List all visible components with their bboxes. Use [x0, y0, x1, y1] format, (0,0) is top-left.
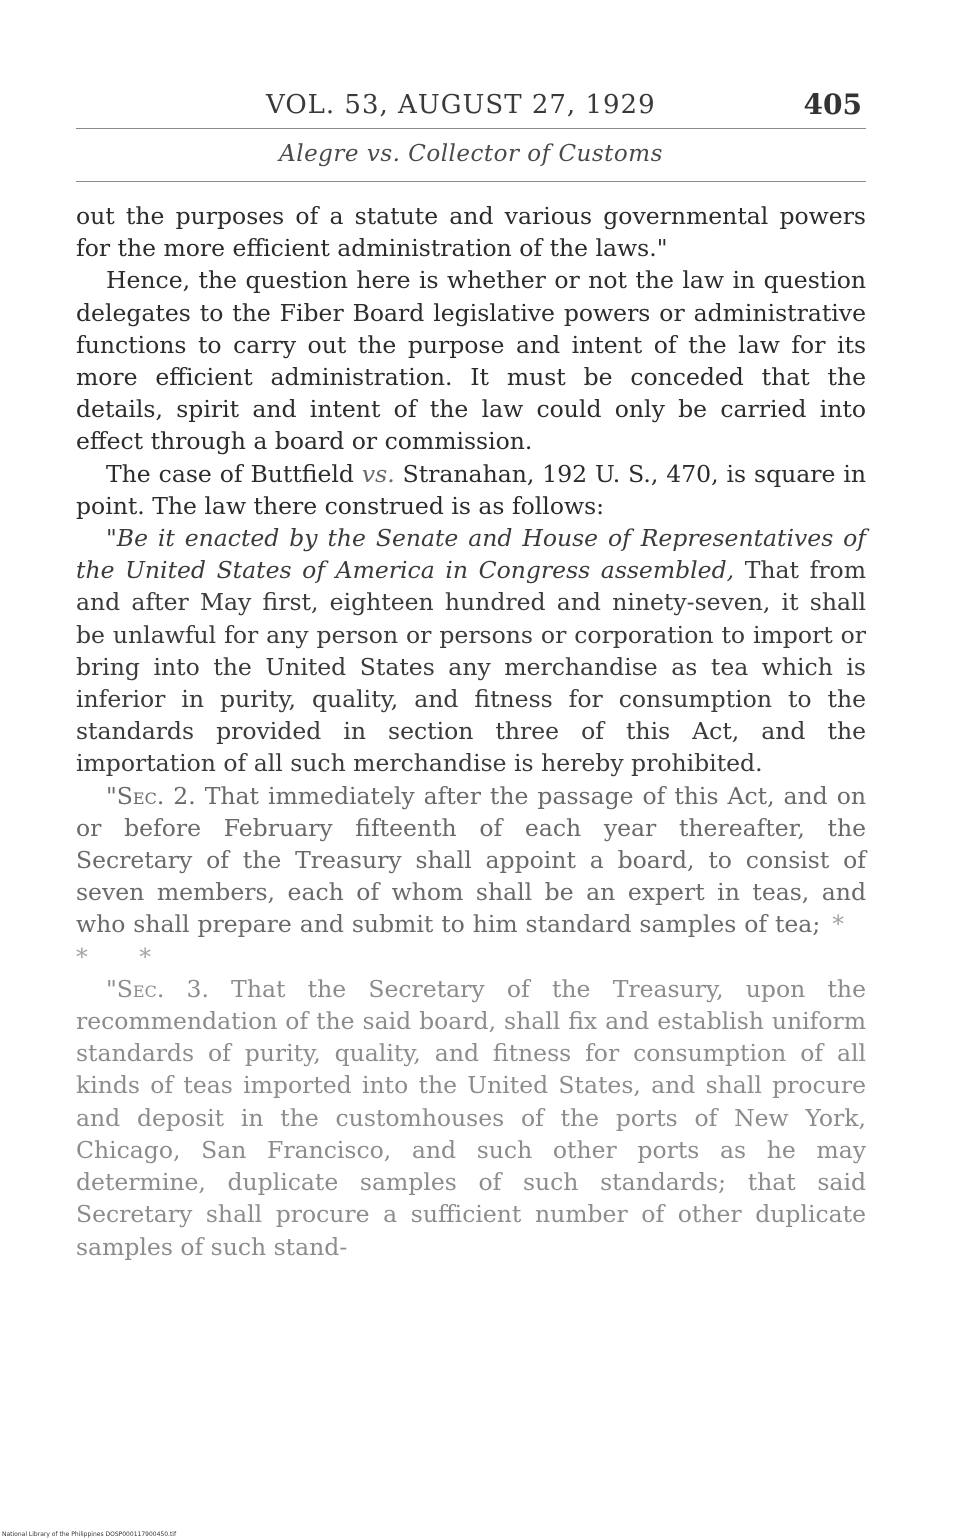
paragraph-section-2	[76, 780, 866, 973]
section-3-label: "Sec. 3.	[106, 974, 209, 1003]
case-title: Alegre vs. Collector of Customs	[279, 141, 663, 167]
case-cite-part-a: The case of Buttfield	[106, 459, 362, 488]
section-2-text: That immediately after the passage of this Act, and on or before February fifteenth of each year thereafter, the Secretary of the Treasury shall appoint a board, to consist of seven members, each of whom shall be an expert in teas, and who shall prepare and submit to him standard samples of tea;	[76, 781, 866, 939]
paragraph-case-cite	[76, 458, 866, 522]
scan-source-footer: National Library of the Philippines DOSP000117900450.tif	[2, 1531, 177, 1538]
enacting-clause-text: That from and after May first, eighteen hundred and ninety-seven, it shall be unlawful for any person or persons or corporation to import or bring into the United States any merchandise as tea which is inferior in purity, quality, and fitness for consumption to the standards provided in section three of this Act, and the importation of all such merchandise is hereby prohibited.	[76, 556, 866, 778]
header-rule-bottom	[76, 181, 866, 182]
paragraph-question: Hence, the question here is whether or not the law in question delegates to the Fiber Board legislative powers or administrative functions to carry out the purpose and intent of the law for its more efficient administration. It must be conceded that the details, spirit and intent of the law could only be carried into effect through a board or commission.	[76, 266, 866, 456]
running-head	[76, 70, 866, 128]
case-cite-part-b: Stranahan, 192 U. S., 470, is square in point. The law there construed is as follows:	[76, 459, 866, 520]
body-text	[76, 200, 866, 1263]
volume-line: VOL. 53, AUGUST 27, 1929	[266, 90, 656, 120]
paragraph-continuation: out the purposes of a statute and various governmental powers for the more efficient administration of the laws."	[76, 202, 866, 263]
section-2-label: "Sec. 2.	[106, 781, 196, 810]
section-2-ellipsis-stars: * * *	[76, 910, 866, 971]
enacting-clause-italic: "Be it enacted by the Senate and House of Representatives of the United States of America in Congress assembled,	[76, 524, 866, 585]
page	[76, 70, 866, 1470]
paragraph-enacting-clause	[76, 522, 866, 780]
page-number: 405	[803, 88, 862, 121]
paragraph-section-3	[76, 973, 866, 1263]
case-cite-vs: vs.	[361, 459, 395, 488]
section-3-text: That the Secretary of the Treasury, upon the recommendation of the said board, shall fix and establish uniform standards of purity, quality, and fitness for consumption of all kinds of teas imported into the United States, and shall procure and deposit in the customhouses of the ports of New York, Chicago, San Francisco, and such other ports as he may determine, duplicate samples of such standards; that said Secretary shall procure a sufficient number of other duplicate samples of such stand-	[76, 974, 866, 1261]
